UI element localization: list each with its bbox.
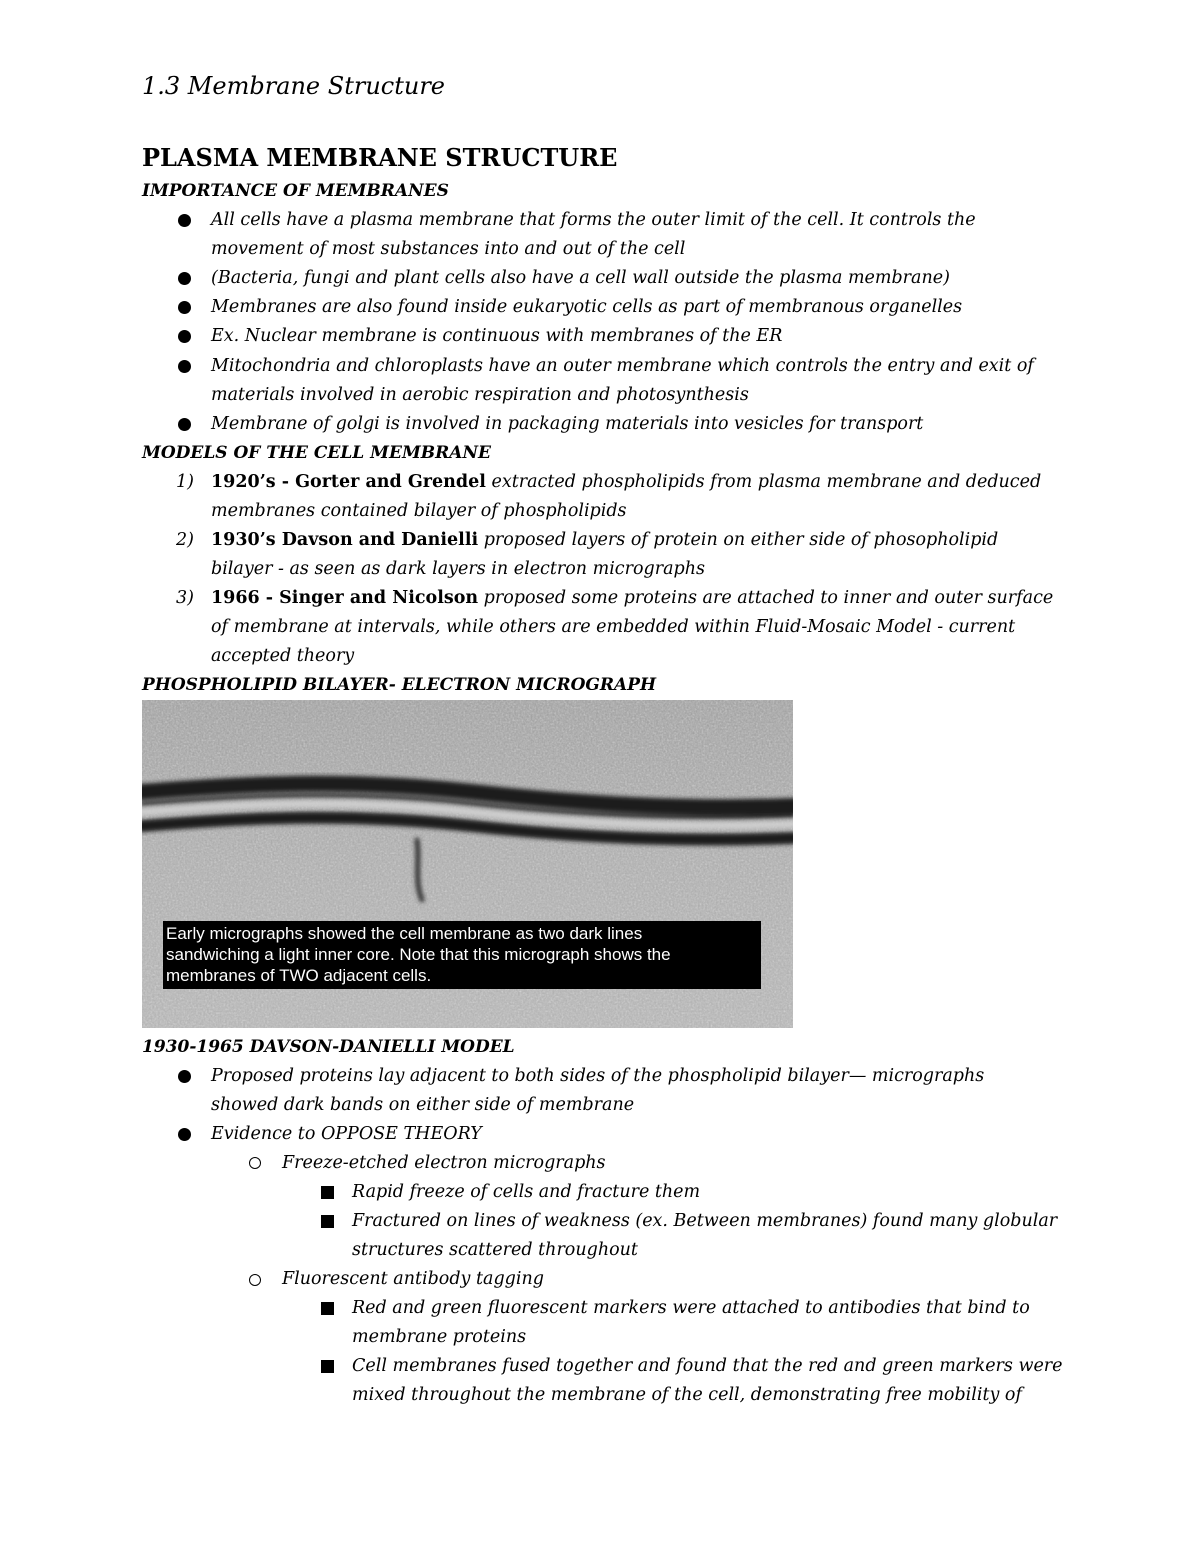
micrograph-caption-line: Early micrographs showed the cell membrane as two dark lines: [166, 924, 643, 943]
sub-sub-list-item: Red and green fluorescent markers were attached to antibodies that bind to: [352, 1298, 1030, 1318]
bullet-disc-icon: [178, 360, 191, 373]
sub-list-item: Fluorescent antibody tagging: [282, 1269, 544, 1289]
numbered-item-continuation: bilayer - as seen as dark layers in electron micrographs: [211, 559, 705, 579]
bullet-disc-icon: [178, 214, 191, 227]
list-item-continuation: materials involved in aerobic respiration and photosynthesis: [211, 385, 749, 405]
list-number: 1): [176, 472, 194, 492]
section-heading-davson-danielli: 1930-1965 DAVSON-DANIELLI MODEL: [142, 1037, 515, 1057]
bullet-disc-icon: [178, 330, 191, 343]
bullet-square-icon: [321, 1302, 334, 1315]
sub-sub-list-item: Fractured on lines of weakness (ex. Between membranes) found many globular: [352, 1211, 1058, 1231]
list-item: Proposed proteins lay adjacent to both sides of the phospholipid bilayer— micrographs: [211, 1066, 985, 1086]
list-item-continuation: showed dark bands on either side of membrane: [211, 1095, 635, 1115]
list-item: All cells have a plasma membrane that forms the outer limit of the cell. It controls the: [211, 210, 976, 230]
micrograph-caption-line: membranes of TWO adjacent cells.: [166, 966, 432, 985]
list-item: Mitochondria and chloroplasts have an outer membrane which controls the entry and exit of: [211, 356, 1034, 376]
main-heading: PLASMA MEMBRANE STRUCTURE: [142, 143, 618, 172]
list-number: 3): [176, 588, 194, 608]
list-item: Membrane of golgi is involved in packaging materials into vesicles for transport: [211, 414, 924, 434]
numbered-item: [211, 468, 1041, 497]
bullet-circle-icon: [249, 1157, 261, 1169]
sub-sub-list-item-continuation: structures scattered throughout: [352, 1240, 638, 1260]
bullet-disc-icon: [178, 1070, 191, 1083]
document-title: 1.3 Membrane Structure: [142, 72, 445, 100]
list-number: 2): [176, 530, 194, 550]
list-item: (Bacteria, fungi and plant cells also have a cell wall outside the plasma membrane): [211, 268, 950, 288]
bullet-disc-icon: [178, 301, 191, 314]
list-item: Membranes are also found inside eukaryotic cells as part of membranous organelles: [211, 297, 963, 317]
bullet-disc-icon: [178, 272, 191, 285]
model-author: 1930’s Davson and Danielli: [211, 530, 479, 550]
section-heading-importance: IMPORTANCE OF MEMBRANES: [142, 181, 449, 201]
section-heading-micrograph: PHOSPHOLIPID BILAYER- ELECTRON MICROGRAPH: [142, 675, 657, 695]
numbered-item-continuation: accepted theory: [211, 646, 355, 666]
numbered-item: [211, 526, 998, 555]
model-author: 1966 - Singer and Nicolson: [211, 588, 479, 608]
bullet-square-icon: [321, 1186, 334, 1199]
sub-sub-list-item: Cell membranes fused together and found that the red and green markers were: [352, 1356, 1063, 1376]
numbered-item-continuation: of membrane at intervals, while others are embedded within Fluid-Mosaic Model - current: [211, 617, 1016, 637]
bullet-disc-icon: [178, 418, 191, 431]
section-heading-models: MODELS OF THE CELL MEMBRANE: [142, 443, 491, 463]
model-text: extracted phospholipids from plasma membrane and deduced: [485, 472, 1042, 492]
list-item: Evidence to OPPOSE THEORY: [211, 1124, 482, 1144]
list-item-continuation: movement of most substances into and out of the cell: [211, 239, 686, 259]
sub-sub-list-item-continuation: mixed throughout the membrane of the cell, demonstrating free mobility of: [352, 1385, 1022, 1405]
sub-sub-list-item-continuation: membrane proteins: [352, 1327, 527, 1347]
bullet-square-icon: [321, 1360, 334, 1373]
sub-sub-list-item: Rapid freeze of cells and fracture them: [352, 1182, 701, 1202]
model-author: 1920’s - Gorter and Grendel: [211, 472, 486, 492]
model-text: proposed some proteins are attached to inner and outer surface: [478, 588, 1054, 608]
numbered-item: [211, 584, 1053, 613]
bullet-circle-icon: [249, 1274, 261, 1286]
bullet-disc-icon: [178, 1128, 191, 1141]
bullet-square-icon: [321, 1215, 334, 1228]
numbered-item-continuation: membranes contained bilayer of phospholipids: [211, 501, 627, 521]
sub-list-item: Freeze-etched electron micrographs: [282, 1153, 606, 1173]
model-text: proposed layers of protein on either side of phosopholipid: [478, 530, 999, 550]
micrograph-caption-line: sandwiching a light inner core. Note that this micrograph shows the: [166, 945, 671, 964]
list-item: Ex. Nuclear membrane is continuous with membranes of the ER: [211, 326, 783, 346]
